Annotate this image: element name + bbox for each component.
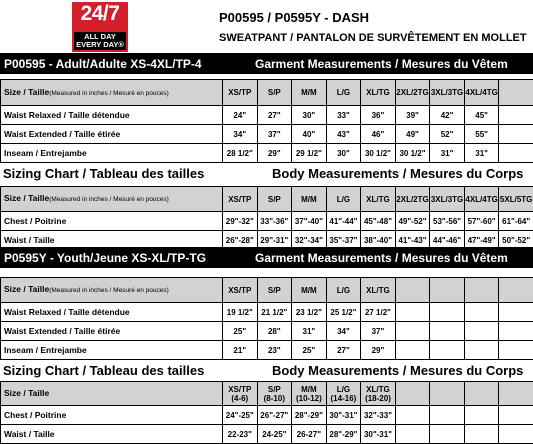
empty-cell: [499, 278, 533, 303]
measurement-cell: 23 1/2": [292, 303, 327, 322]
measurement-cell: 26"-28": [223, 231, 258, 250]
empty-cell: [395, 406, 430, 425]
table-row: [1, 144, 533, 163]
measurement-cell: 22-23": [223, 425, 258, 444]
empty-cell: [395, 382, 430, 406]
measurement-cell: 33"-36": [257, 212, 292, 231]
size-header: 5XL/5TG: [499, 194, 533, 204]
size-header-cell: [326, 187, 361, 212]
row-label: Inseam / Entrejambe: [1, 341, 223, 360]
size-header-cell: [292, 278, 327, 303]
empty-cell: [499, 144, 533, 163]
measurement-cell: 44"-46": [430, 231, 465, 250]
size-header-cell: [326, 382, 361, 406]
measure-unit-note: (Measured in inches / Mesuré en pouces): [49, 89, 169, 97]
table-row: [1, 106, 533, 125]
table-row: [1, 425, 533, 444]
measurement-cell: 34": [326, 322, 361, 341]
size-header: 4XL/4TG: [465, 194, 498, 204]
measurement-cell: 31": [464, 144, 499, 163]
size-header: XS/TP: [228, 285, 252, 295]
empty-cell: [499, 303, 533, 322]
measurement-cell: 34": [223, 125, 258, 144]
measurement-cell: 27 1/2": [361, 303, 396, 322]
measurement-cell: 26"-27": [257, 406, 292, 425]
size-label: Size / Taille: [4, 388, 50, 398]
empty-cell: [395, 341, 430, 360]
product-codes: P00595 / P0595Y - DASH: [219, 10, 370, 25]
row-label: Chest / Poitrine: [1, 212, 223, 231]
size-header: XS/TP: [228, 88, 252, 97]
row-label: Waist Extended / Taille étirée: [1, 125, 223, 144]
measurement-cell: 36": [361, 106, 396, 125]
empty-cell: [430, 278, 465, 303]
youth-sizing-title: Sizing Chart / Tableau des tailles: [3, 363, 205, 378]
size-header-cell: [499, 187, 533, 212]
measurement-cell: 39": [395, 106, 430, 125]
row-label: Chest / Poitrine: [1, 406, 223, 425]
size-header: 3XL/3TG: [430, 88, 464, 97]
size-header: M/M: [301, 285, 317, 295]
size-header-cell: [292, 80, 327, 106]
size-label-cell: [1, 80, 223, 106]
table-header-row: [1, 80, 533, 106]
empty-cell: [464, 303, 499, 322]
adult-body-heading: Body Measurements / Mesures du Corps: [272, 166, 524, 181]
measurement-cell: 29": [361, 341, 396, 360]
size-header: 2XL/2TG: [396, 194, 429, 204]
measurement-cell: 27": [257, 106, 292, 125]
measurement-cell: 42": [430, 106, 465, 125]
empty-cell: [499, 80, 533, 106]
table-header-row: [1, 278, 533, 303]
size-header-cell: [430, 187, 465, 212]
size-header: S/P: [267, 384, 281, 394]
measurement-cell: 38"-40": [361, 231, 396, 250]
size-header-cell: [257, 382, 292, 406]
measurement-cell: 45": [464, 106, 499, 125]
table-row: [1, 303, 533, 322]
size-header: 4XL/4TG: [465, 88, 498, 97]
size-header-cell: [326, 278, 361, 303]
row-label: Waist Relaxed / Taille détendue: [1, 106, 223, 125]
measurement-cell: 57"-60": [464, 212, 499, 231]
measurement-cell: 31": [292, 322, 327, 341]
empty-cell: [395, 425, 430, 444]
size-header: XL/TG: [366, 88, 390, 97]
measurement-cell: 32"-33": [361, 406, 396, 425]
size-header-cell: [464, 80, 499, 106]
size-header: S/P: [267, 285, 281, 295]
measurement-cell: 29": [257, 144, 292, 163]
size-header: L/G: [336, 88, 351, 97]
adult-garment-table: [0, 79, 533, 163]
measurement-cell: 30 1/2": [361, 144, 396, 163]
measurement-cell: 47"-49": [464, 231, 499, 250]
size-header-cell: [223, 80, 258, 106]
size-header-cell: [223, 278, 258, 303]
empty-cell: [430, 382, 465, 406]
empty-cell: [464, 406, 499, 425]
measurement-cell: 41"-44": [326, 212, 361, 231]
measure-unit-note: (Measured in inches / Mesuré en pouces): [49, 287, 169, 294]
table-header-row: [1, 382, 533, 406]
row-label: Waist Relaxed / Taille détendue: [1, 303, 223, 322]
size-header: XS/TP: [228, 194, 252, 204]
table-row: [1, 125, 533, 144]
measurement-cell: 28"-29": [292, 406, 327, 425]
row-label: Inseam / Entrejambe: [1, 144, 223, 163]
empty-cell: [430, 425, 465, 444]
row-label: Waist Extended / Taille étirée: [1, 322, 223, 341]
size-header-cell: [361, 187, 396, 212]
measurement-cell: 33": [326, 106, 361, 125]
size-header-cell: [464, 187, 499, 212]
measurement-cell: 30"-31": [361, 425, 396, 444]
table-row: [1, 212, 533, 231]
size-header: S/P: [267, 88, 281, 97]
size-header-cell: [257, 278, 292, 303]
size-header-cell: [257, 187, 292, 212]
size-label-cell: [1, 187, 223, 212]
size-label: Size / Taille: [4, 86, 50, 97]
measurement-cell: 52": [430, 125, 465, 144]
measurement-cell: 32"-34": [292, 231, 327, 250]
measurement-cell: 50"-52": [499, 231, 533, 250]
empty-cell: [464, 278, 499, 303]
size-label: Size / Taille: [4, 284, 50, 294]
adult-section-title: P00595 - Adult/Adulte XS-4XL/TP-4: [4, 57, 202, 71]
youth-sizing-header: [0, 360, 533, 382]
measurement-cell: 25": [292, 341, 327, 360]
size-header: 2XL/2TG: [396, 88, 429, 97]
size-header: S/P: [267, 194, 281, 204]
size-header-cell: [292, 187, 327, 212]
size-header-cell: [361, 382, 396, 406]
measurement-cell: 30": [326, 144, 361, 163]
measurement-cell: 55": [464, 125, 499, 144]
empty-cell: [395, 322, 430, 341]
adult-garment-heading: Garment Measurements / Mesures du Vêtem: [255, 57, 508, 71]
size-age-range: (4-6): [231, 393, 249, 403]
size-header: M/M: [301, 194, 317, 204]
measurement-cell: 43": [326, 125, 361, 144]
empty-cell: [430, 303, 465, 322]
size-header: XS/TP: [228, 384, 252, 394]
youth-body-heading: Body Measurements / Mesures du Corps: [272, 363, 524, 378]
measurement-cell: 41"-43": [395, 231, 430, 250]
measurement-cell: 29"-31": [257, 231, 292, 250]
size-header-cell: [257, 80, 292, 106]
measurement-cell: 40": [292, 125, 327, 144]
measurement-cell: 29"-32": [223, 212, 258, 231]
empty-cell: [430, 341, 465, 360]
youth-garment-table: [0, 277, 533, 360]
measurement-cell: 45"-48": [361, 212, 396, 231]
measurement-cell: 24": [223, 106, 258, 125]
table-row: [1, 406, 533, 425]
measurement-cell: 29 1/2": [292, 144, 327, 163]
size-header: XL/TG: [366, 194, 390, 204]
logo-number: 24/7: [80, 2, 120, 25]
row-label: Waist / Taille: [1, 231, 223, 250]
youth-section-bar: [0, 247, 533, 268]
measurement-cell: 23": [257, 341, 292, 360]
size-age-range: (14-16): [330, 393, 357, 403]
table-header-row: [1, 187, 533, 212]
empty-cell: [499, 382, 533, 406]
measurement-cell: 31": [430, 144, 465, 163]
size-age-range: (10-12): [295, 393, 322, 403]
measurement-cell: 28 1/2": [223, 144, 258, 163]
measurement-cell: 35"-37": [326, 231, 361, 250]
size-header-cell: [361, 80, 396, 106]
measurement-cell: 37"-40": [292, 212, 327, 231]
measurement-cell: 28"-29": [326, 425, 361, 444]
empty-cell: [430, 406, 465, 425]
size-header: L/G: [336, 384, 351, 394]
size-header-cell: [223, 382, 258, 406]
measurement-cell: 24"-25": [223, 406, 258, 425]
empty-cell: [499, 341, 533, 360]
measurement-cell: 28": [257, 322, 292, 341]
size-header-cell: [395, 80, 430, 106]
measurement-cell: 49": [395, 125, 430, 144]
measurement-cell: 49"-52": [395, 212, 430, 231]
size-header: XL/TG: [366, 285, 390, 295]
measurement-cell: 30": [292, 106, 327, 125]
size-header: M/M: [301, 384, 317, 394]
measurement-cell: 30 1/2": [395, 144, 430, 163]
size-age-range: (18-20): [365, 393, 391, 403]
measurement-cell: 61"-64": [499, 212, 533, 231]
adult-sizing-header: [0, 163, 533, 185]
adult-body-table: [0, 186, 533, 250]
size-age-range: (8-10): [263, 393, 285, 403]
size-header-cell: [395, 187, 430, 212]
empty-cell: [499, 125, 533, 144]
measurement-cell: 37": [361, 322, 396, 341]
empty-cell: [464, 341, 499, 360]
empty-cell: [499, 106, 533, 125]
measurement-cell: 37": [257, 125, 292, 144]
table-row: [1, 322, 533, 341]
empty-cell: [395, 278, 430, 303]
measurement-cell: 26-27": [292, 425, 327, 444]
measurement-cell: 46": [361, 125, 396, 144]
size-header: M/M: [301, 88, 317, 97]
measurement-cell: 30"-31": [326, 406, 361, 425]
empty-cell: [464, 322, 499, 341]
measurement-cell: 21": [223, 341, 258, 360]
empty-cell: [464, 382, 499, 406]
size-header: L/G: [336, 194, 351, 204]
table-row: [1, 341, 533, 360]
size-label-cell: [1, 382, 223, 406]
empty-cell: [499, 406, 533, 425]
measurement-cell: 19 1/2": [223, 303, 258, 322]
size-header: 3XL/3TG: [430, 194, 464, 204]
size-label-cell: [1, 278, 223, 303]
empty-cell: [499, 425, 533, 444]
size-header: L/G: [336, 285, 351, 295]
measurement-cell: 24-25": [257, 425, 292, 444]
measure-unit-note: (Measured in inches / Mesuré en pouces): [49, 196, 169, 203]
row-label: Waist / Taille: [1, 425, 223, 444]
youth-body-table: [0, 381, 533, 444]
size-header: XL/TG: [366, 384, 390, 394]
empty-cell: [499, 322, 533, 341]
empty-cell: [395, 303, 430, 322]
size-header-cell: [326, 80, 361, 106]
size-header-cell: [430, 80, 465, 106]
empty-cell: [430, 322, 465, 341]
measurement-cell: 25 1/2": [326, 303, 361, 322]
size-header-cell: [361, 278, 396, 303]
youth-section-title: P0595Y - Youth/Jeune XS-XL/TP-TG: [4, 251, 207, 265]
measurement-cell: 25": [223, 322, 258, 341]
measurement-cell: 27": [326, 341, 361, 360]
size-header-cell: [223, 187, 258, 212]
brand-logo: [72, 2, 128, 52]
size-label: Size / Taille: [4, 193, 50, 203]
empty-cell: [464, 425, 499, 444]
product-subtitle: SWEATPANT / PANTALON DE SURVÊTEMENT EN MOLLET: [219, 32, 527, 44]
youth-garment-heading: Garment Measurements / Mesures du Vêtem: [255, 251, 508, 265]
adult-section-bar: [0, 53, 533, 74]
adult-sizing-title: Sizing Chart / Tableau des tailles: [3, 166, 205, 181]
measurement-cell: 53"-56": [430, 212, 465, 231]
logo-tagline: ALL DAY EVERY DAY®: [74, 32, 126, 50]
measurement-cell: 21 1/2": [257, 303, 292, 322]
size-header-cell: [292, 382, 327, 406]
